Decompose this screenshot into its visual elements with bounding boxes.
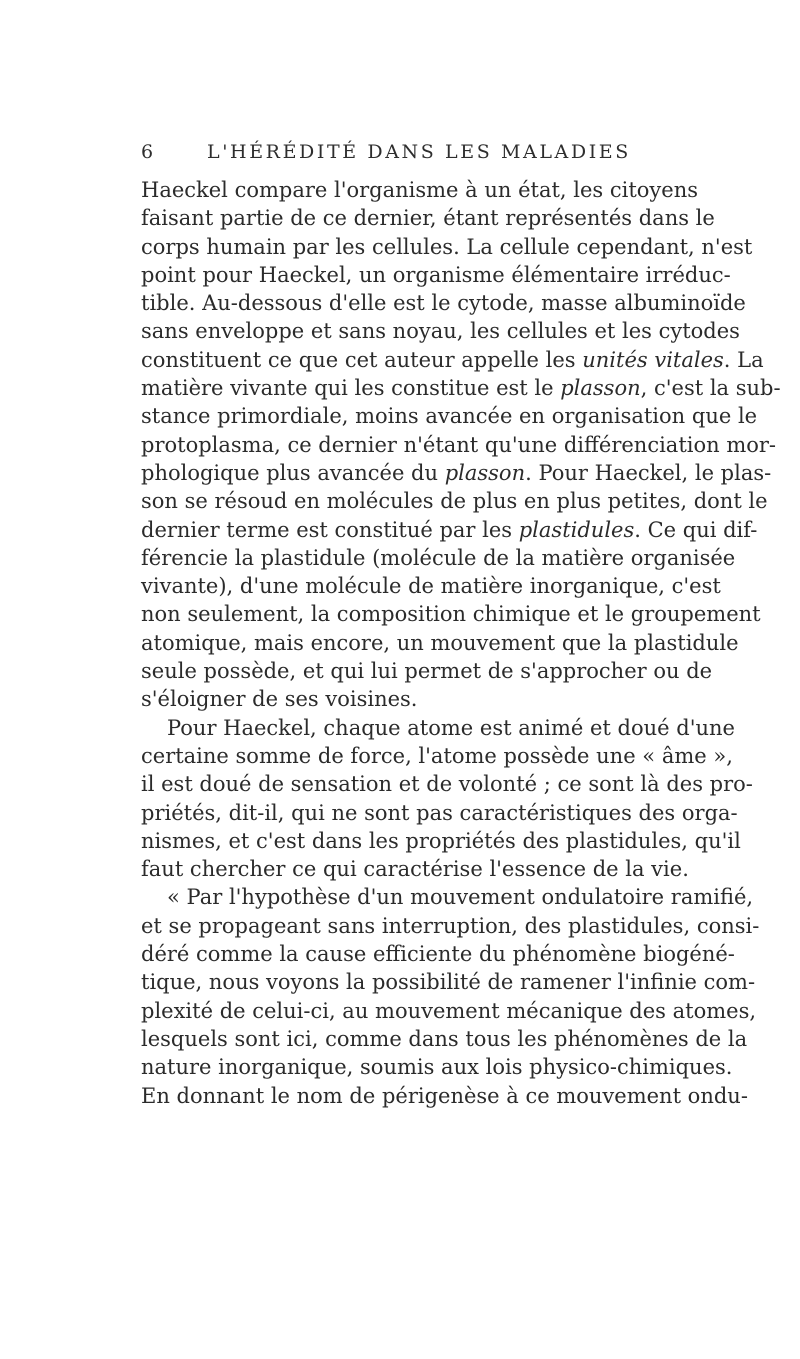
text-line [141, 827, 741, 855]
text-segment: s'éloigner de ses voisines. [141, 687, 418, 712]
text-segment: tique, nous voyons la possibilité de ramener l'infinie com- [141, 970, 756, 995]
text-line [141, 289, 746, 317]
text-segment: atomique, mais encore, un mouvement que la plastidule [141, 630, 739, 655]
text-segment: il est doué de sensation et de volonté ; ce sont là des pro- [141, 772, 753, 797]
text-line [141, 402, 758, 430]
text-line [141, 855, 689, 883]
text-segment: férencie la plastidule (molécule de la matière organisée [141, 545, 736, 570]
text-segment: protoplasma, ce dernier n'étant qu'une différenciation mor- [141, 432, 777, 457]
text-line [141, 742, 733, 770]
text-line [141, 685, 617, 713]
italic-term: plasson [444, 460, 526, 485]
text-line [141, 1053, 733, 1081]
text-line [141, 487, 768, 515]
text-segment: faut chercher ce qui caractérise l'essence de la vie. [141, 857, 689, 882]
text-segment: nature inorganique, soumis aux lois physico-chimiques. [141, 1055, 733, 1080]
text-line [141, 912, 760, 940]
text-line [141, 261, 731, 289]
text-segment: constituent ce que cet auteur appelle les [141, 347, 583, 372]
text-line [141, 714, 735, 742]
text-segment: non seulement, la composition chimique et le groupement [141, 602, 761, 627]
running-title: L'HÉRÉDITÉ DANS LES MALADIES [207, 141, 631, 163]
page-header [141, 141, 631, 165]
italic-term: unités vitales [582, 347, 724, 372]
text-segment: « Par l'hypothèse d'un mouvement ondulatoire ramifié, [167, 885, 754, 910]
text-segment: seule possède, et qui lui permet de s'approcher ou de [141, 659, 713, 684]
text-line [141, 544, 736, 572]
text-line [141, 204, 715, 232]
text-segment: déré comme la cause efficiente du phénomène biogéné- [141, 942, 735, 967]
text-line [141, 346, 764, 374]
text-segment: Haeckel compare l'organisme à un état, les citoyens [141, 178, 699, 202]
text-segment: . La [723, 347, 764, 372]
text-segment: point pour Haeckel, un organisme élémentaire irréduc- [141, 262, 731, 287]
text-line [141, 770, 753, 798]
text-line [141, 233, 753, 261]
text-line [141, 883, 754, 911]
text-segment: tible. Au-dessous d'elle est le cytode, masse albuminoïde [141, 291, 746, 316]
text-line [141, 176, 699, 204]
text-line [141, 572, 721, 600]
text-segment: phologique plus avancée du [141, 460, 445, 485]
text-line [141, 940, 735, 968]
text-line [141, 799, 738, 827]
italic-term: plastidules [518, 517, 635, 542]
text-line [141, 1025, 748, 1053]
text-segment: dernier terme est constitué par les [141, 517, 519, 542]
text-segment: sans enveloppe et sans noyau, les cellules et les cytodes [141, 319, 740, 344]
text-segment: faisant partie de ce dernier, étant représentés dans le [141, 206, 715, 231]
text-segment: son se résoud en molécules de plus en plus petites, dont le [141, 489, 768, 514]
text-segment: stance primordiale, moins avancée en organisation que le [141, 404, 758, 429]
text-segment: plexité de celui-ci, au mouvement mécanique des atomes, [141, 998, 757, 1023]
text-line [141, 629, 739, 657]
text-segment: . Ce qui dif- [634, 517, 758, 542]
text-segment: corps humain par les cellules. La cellule cependant, n'est [141, 234, 753, 259]
text-line [141, 968, 756, 996]
text-line [141, 431, 777, 459]
text-line [141, 1082, 748, 1110]
text-line [141, 459, 772, 487]
italic-term: plasson [560, 376, 641, 401]
text-line [141, 374, 781, 402]
body-text [141, 176, 781, 1110]
text-line [141, 317, 740, 345]
text-line [141, 600, 761, 628]
text-segment: . Pour Haeckel, le plas- [525, 460, 772, 485]
text-segment: certaine somme de force, l'atome possède une « âme », [141, 743, 733, 768]
text-segment: et se propageant sans interruption, des plastidules, consi- [141, 913, 760, 938]
text-segment: En donnant le nom de périgenèse à ce mouvement ondu- [141, 1083, 748, 1108]
text-segment: nismes, et c'est dans les propriétés des plastidules, qu'il [141, 828, 741, 853]
text-line [141, 516, 758, 544]
text-segment: lesquels sont ici, comme dans tous les phénomènes de la [141, 1026, 748, 1051]
text-segment: priétés, dit-il, qui ne sont pas caractéristiques des orga- [141, 800, 738, 825]
text-segment: Pour Haeckel, chaque atome est animé et doué d'une [167, 715, 735, 740]
page-number: 6 [141, 141, 156, 163]
text-segment: vivante), d'une molécule de matière inorganique, c'est [141, 574, 721, 599]
text-line [141, 657, 713, 685]
text-segment: , c'est la sub- [640, 376, 781, 401]
text-segment: matière vivante qui les constitue est le [141, 376, 561, 401]
text-line [141, 997, 757, 1025]
